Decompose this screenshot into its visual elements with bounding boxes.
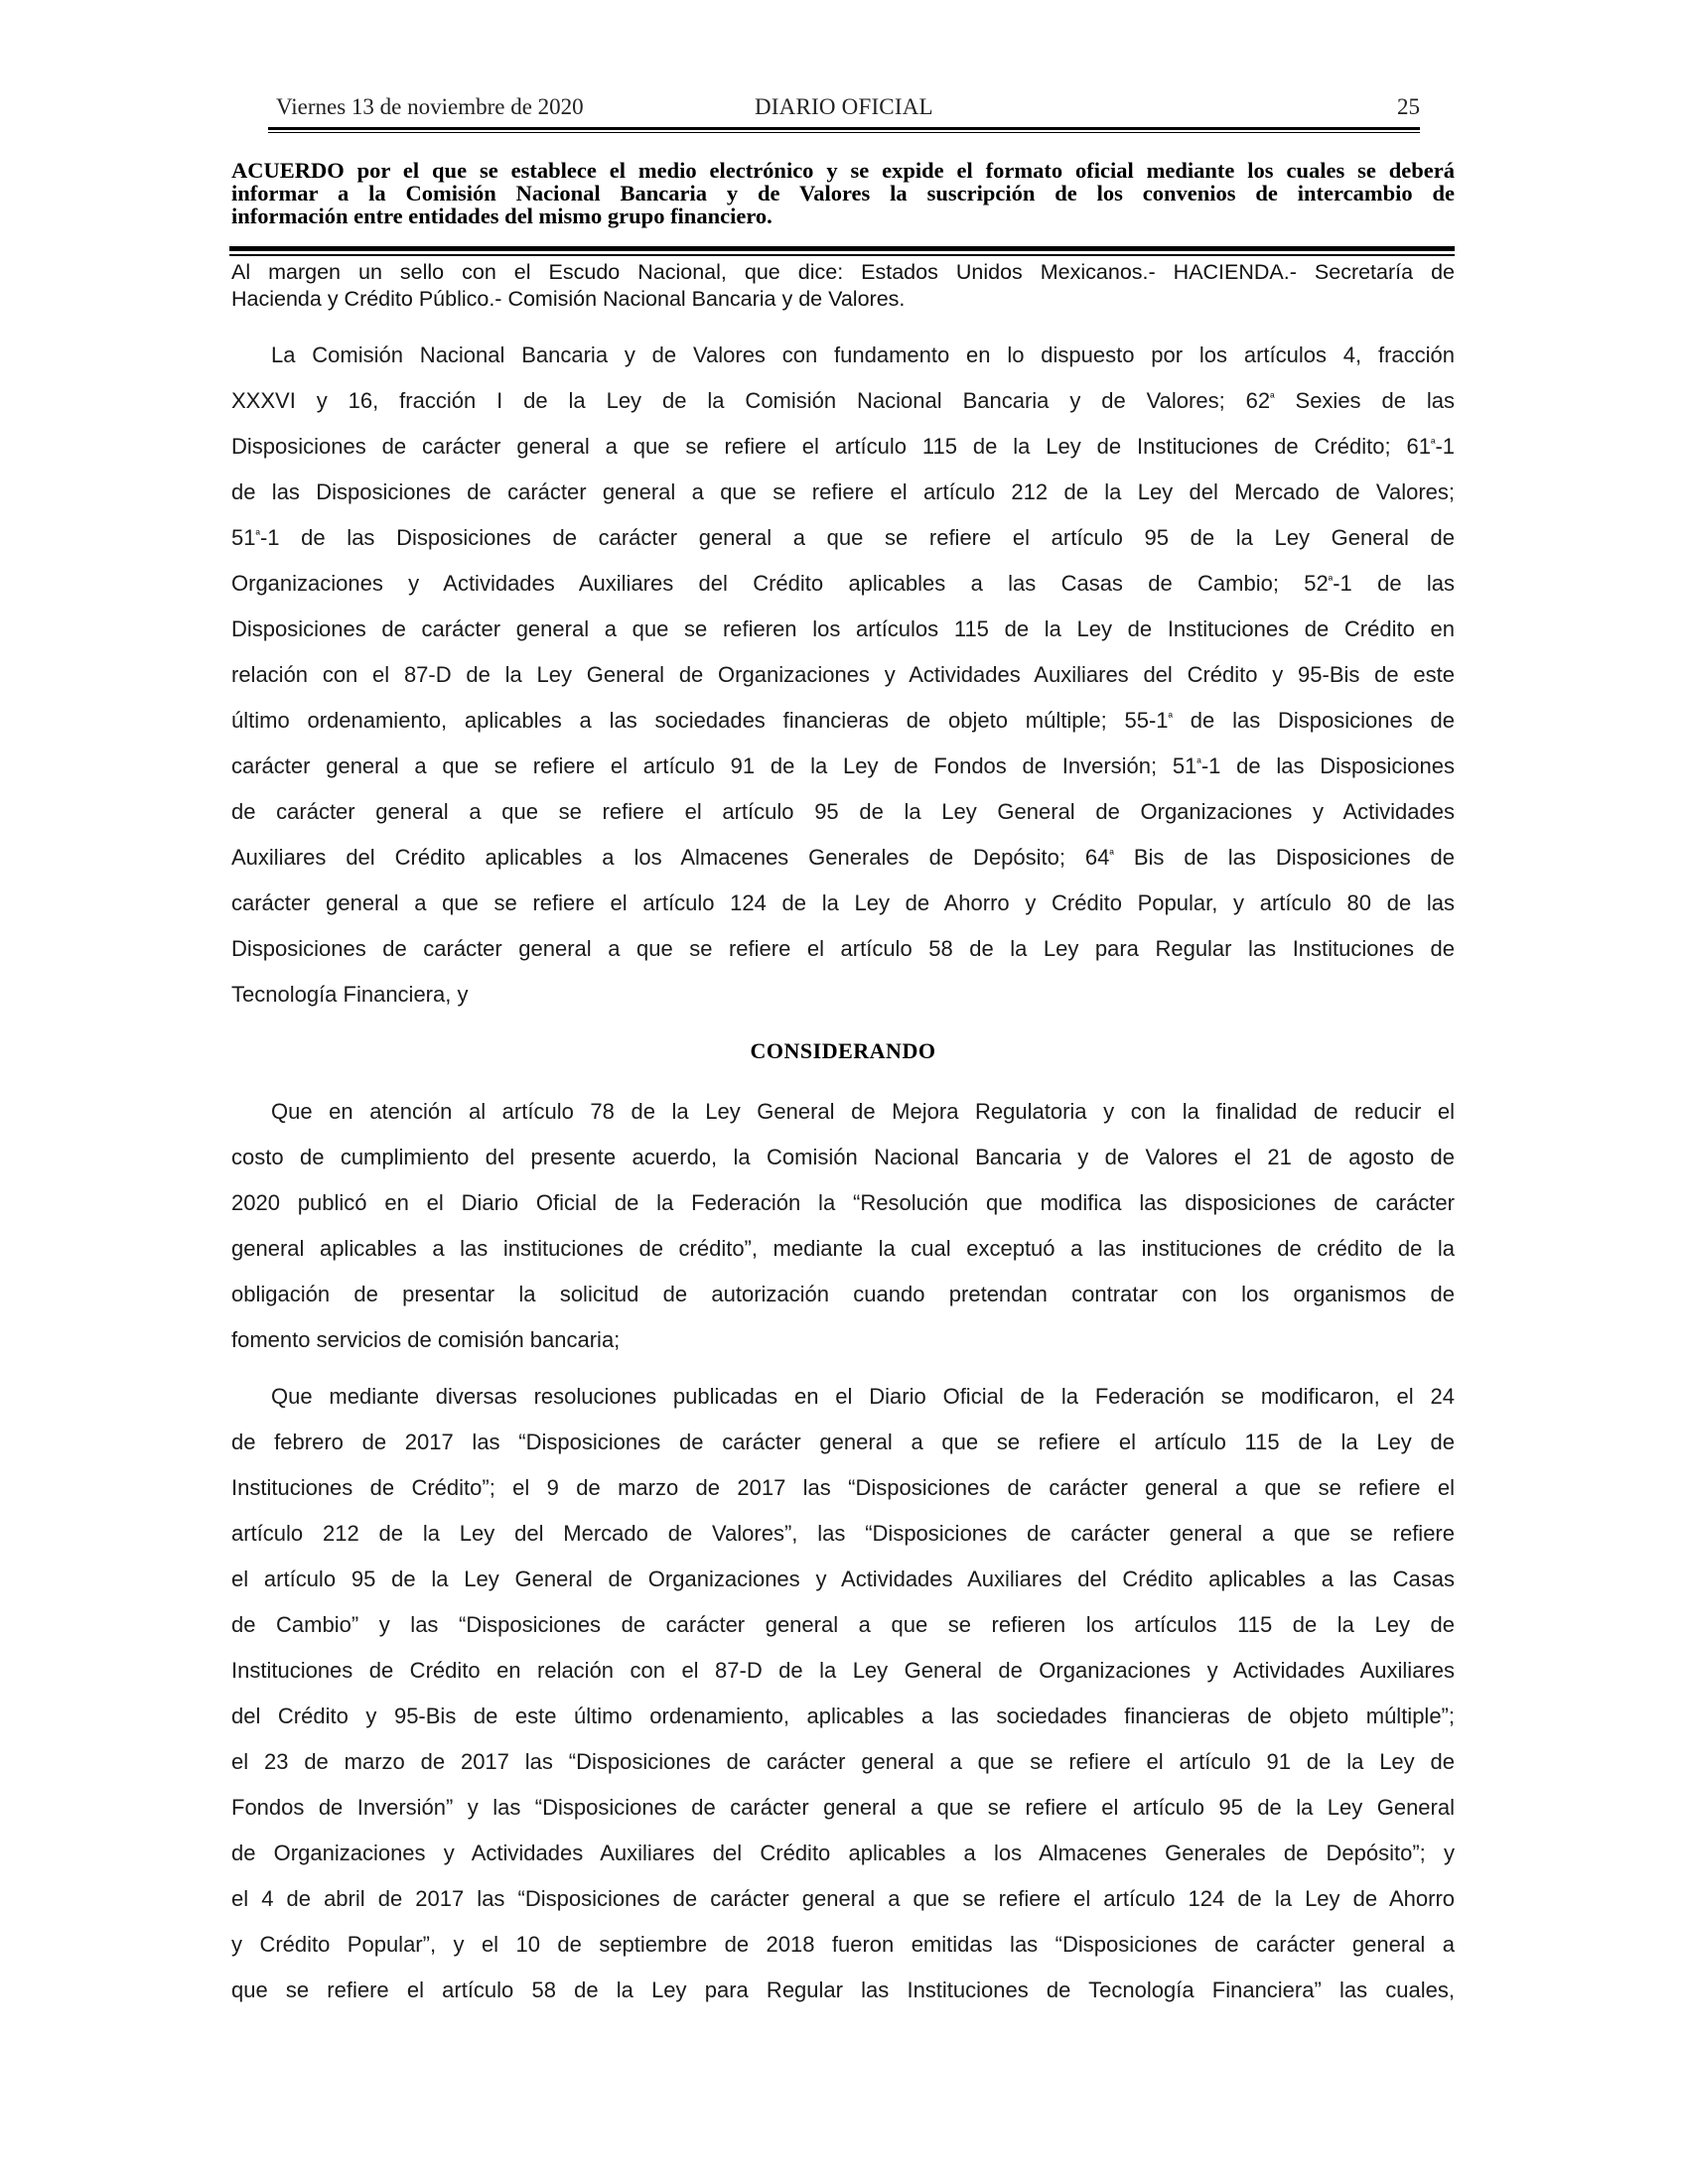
header-rule-thin xyxy=(268,132,1420,133)
title-line: informar a la Comisión Nacional Bancaria y de Valores la suscripción de los convenios de intercambio de xyxy=(231,181,1455,205)
paragraph-line: carácter general a que se refiere el artículo 124 de la Ley de Ahorro y Crédito Popular, y artículo 80 de las xyxy=(231,890,1455,915)
paragraph-line: Organizaciones y Actividades Auxiliares del Crédito aplicables a las Casas de Cambio; $52^ª-1$ de las xyxy=(231,571,1455,596)
paragraph-line: Auxiliares del Crédito aplicables a los Almacenes Generales de Depósito; $64^ª$ Bis de las Disposiciones de xyxy=(231,845,1455,870)
header-publication-name: DIARIO OFICIAL xyxy=(755,94,933,119)
paragraph-line: el 23 de marzo de 2017 las “Disposiciones de carácter general a que se refiere el artículo 91 de la Ley de xyxy=(231,1749,1455,1774)
paragraph-line: Disposiciones de carácter general a que se refieren los artículos 115 de la Ley de Instituciones de Crédito en xyxy=(231,616,1455,641)
paragraph-line: de carácter general a que se refiere el artículo 95 de la Ley General de Organizaciones y Actividades xyxy=(231,799,1455,824)
paragraph-line: fomento servicios de comisión bancaria; xyxy=(231,1327,621,1352)
paragraph-line: Disposiciones de carácter general a que se refiere el artículo 115 de la Ley de Instituciones de Crédito; $61^ª-1$ xyxy=(231,434,1455,459)
paragraph-line: de febrero de 2017 las “Disposiciones de carácter general a que se refiere el artículo 115 de la Ley de xyxy=(231,1430,1455,1454)
paragraph-line: del Crédito y 95-Bis de este último ordenamiento, aplicables a las sociedades financieras de objeto múltiple”; xyxy=(231,1704,1455,1728)
paragraph-line: 2020 publicó en el Diario Oficial de la Federación la “Resolución que modifica las disposiciones de carácter xyxy=(231,1190,1455,1215)
paragraph-line: Que mediante diversas resoluciones publicadas en el Diario Oficial de la Federación se modificaron, el 24 xyxy=(271,1384,1455,1409)
title-rule-thin xyxy=(229,254,1455,256)
paragraph-line: Que en atención al artículo 78 de la Ley General de Mejora Regulatoria y con la finalidad de reducir el xyxy=(271,1099,1455,1124)
paragraph-line: artículo 212 de la Ley del Mercado de Valores”, las “Disposiciones de carácter general a que se refiere xyxy=(231,1521,1455,1546)
paragraph-line: general aplicables a las instituciones de crédito”, mediante la cual exceptuó a las instituciones de crédito de la xyxy=(231,1236,1455,1261)
margin-note-line: Al margen un sello con el Escudo Nacional, que dice: Estados Unidos Mexicanos.- HACIENDA.- Secretaría de xyxy=(231,260,1455,284)
paragraph-line: de Organizaciones y Actividades Auxiliares del Crédito aplicables a los Almacenes Generales de Depósito”; y xyxy=(231,1841,1455,1865)
paragraph-line: que se refiere el artículo 58 de la Ley para Regular las Instituciones de Tecnología Financiera” las cuales, xyxy=(231,1978,1455,2002)
paragraph-line: obligación de presentar la solicitud de autorización cuando pretendan contratar con los organismos de xyxy=(231,1282,1455,1306)
header-rule-thick xyxy=(268,127,1420,130)
paragraph-line: el 4 de abril de 2017 las “Disposiciones de carácter general a que se refiere el artículo 124 de la Ley de Ahorro xyxy=(231,1886,1455,1911)
paragraph-line: carácter general a que se refiere el artículo 91 de la Ley de Fondos de Inversión; $51^ª-1$ de las Disposiciones xyxy=(231,753,1455,778)
seal-margin-note xyxy=(231,259,1455,313)
paragraph-line: La Comisión Nacional Bancaria y de Valores con fundamento en lo dispuesto por los artículos 4, fracción xyxy=(271,342,1455,367)
title-line: ACUERDO por el que se establece el medio electrónico y se expide el formato oficial mediante los cuales se deberá xyxy=(231,158,1455,183)
title-rule-thick xyxy=(229,246,1455,251)
paragraph-line: Fondos de Inversión” y las “Disposiciones de carácter general a que se refiere el artículo 95 de la Ley General xyxy=(231,1795,1455,1820)
paragraph-line: Instituciones de Crédito”; el 9 de marzo de 2017 las “Disposiciones de carácter general a que se refiere el xyxy=(231,1475,1455,1500)
paragraph-line: Instituciones de Crédito en relación con el 87-D de la Ley General de Organizaciones y Actividades Auxiliares xyxy=(231,1658,1455,1683)
paragraph-line: de Cambio” y las “Disposiciones de carácter general a que se refieren los artículos 115 de la Ley de xyxy=(231,1612,1455,1637)
header-page-number: 25 xyxy=(1397,94,1420,119)
paragraph-line: $51^ª-1$ de las Disposiciones de carácter general a que se refiere el artículo 95 de la Ley General de xyxy=(231,525,1455,550)
margin-note-line: Hacienda y Crédito Público.- Comisión Nacional Bancaria y de Valores. xyxy=(231,287,906,311)
paragraph-line: de las Disposiciones de carácter general a que se refiere el artículo 212 de la Ley del Mercado de Valores; xyxy=(231,479,1455,504)
considerando-paragraph-2 xyxy=(231,1374,1455,2013)
paragraph-line: Tecnología Financiera, y xyxy=(231,982,469,1007)
document-title xyxy=(231,159,1455,227)
paragraph-line: relación con el 87-D de la Ley General de Organizaciones y Actividades Auxiliares del Crédito y 95-Bis de este xyxy=(231,662,1455,687)
paragraph-line: el artículo 95 de la Ley General de Organizaciones y Actividades Auxiliares del Crédito aplicables a las Casas xyxy=(231,1567,1455,1591)
paragraph-line: último ordenamiento, aplicables a las sociedades financieras de objeto múltiple; $55-1^ª$ de las Disposiciones de xyxy=(231,708,1455,733)
paragraph-line: y Crédito Popular”, y el 10 de septiembre de 2018 fueron emitidas las “Disposiciones de carácter general a xyxy=(231,1932,1455,1957)
paragraph-line: Disposiciones de carácter general a que se refiere el artículo 58 de la Ley para Regular las Instituciones de xyxy=(231,936,1455,961)
title-line: información entre entidades del mismo grupo financiero. xyxy=(231,204,773,228)
paragraph-line: XXXVI y 16, fracción I de la Ley de la Comisión Nacional Bancaria y de Valores; $62^ª$ Sexies de las xyxy=(231,388,1455,413)
section-heading-considerando: CONSIDERANDO xyxy=(750,1038,936,1063)
considerando-paragraph-1 xyxy=(231,1089,1455,1363)
preamble-paragraph xyxy=(231,333,1455,1018)
header-date: Viernes 13 de noviembre de 2020 xyxy=(276,94,584,119)
paragraph-line: costo de cumplimiento del presente acuerdo, la Comisión Nacional Bancaria y de Valores el 21 de agosto de xyxy=(231,1145,1455,1169)
